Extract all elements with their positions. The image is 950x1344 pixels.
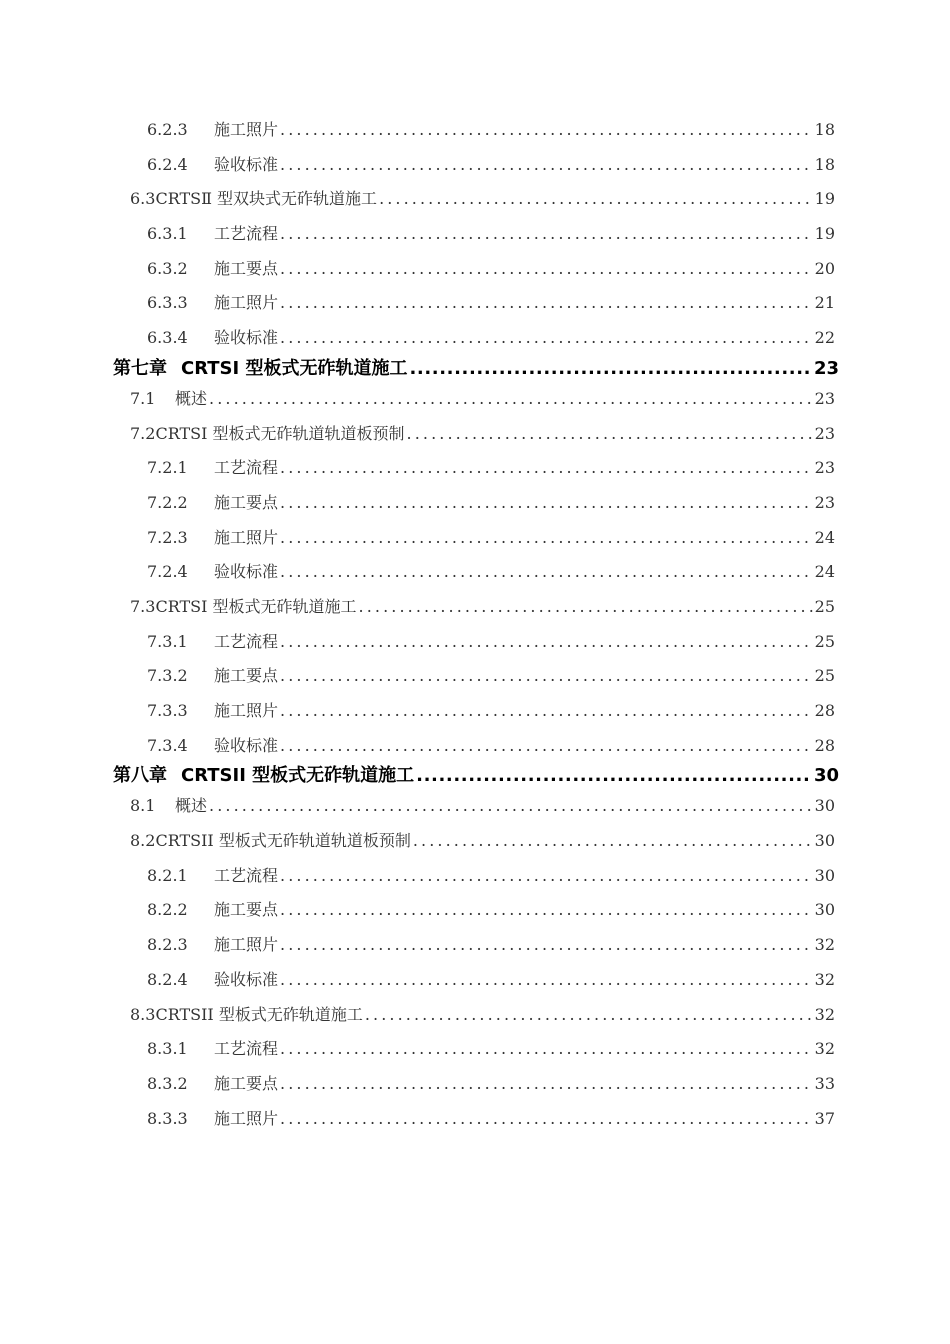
toc-dot-leader	[280, 625, 813, 660]
toc-entry[interactable]	[147, 148, 835, 183]
toc-entry-number: 8.3.1	[147, 1039, 188, 1059]
toc-dot-leader	[280, 859, 813, 894]
toc-entry[interactable]	[147, 321, 835, 356]
toc-entry-page: 33	[814, 1073, 835, 1093]
toc-entry-title: 施工要点	[214, 666, 279, 686]
toc-dot-leader	[280, 451, 813, 486]
toc-entry[interactable]	[147, 963, 835, 998]
toc-entry-title: 施工要点	[214, 900, 279, 920]
toc-entry-number: 6.3	[130, 189, 156, 209]
toc-entry[interactable]	[130, 417, 835, 452]
toc-dot-leader	[416, 763, 812, 789]
toc-dot-leader	[280, 963, 813, 998]
toc-entry-page: 23	[814, 492, 835, 512]
toc-entry-title: CRTSⅠ 型板式无砟轨道轨道板预制	[155, 423, 405, 443]
toc-entry-page: 28	[814, 701, 835, 720]
toc-chapter-entry[interactable]	[113, 763, 839, 789]
toc-entry-title: 施工要点	[214, 258, 279, 278]
toc-entry[interactable]	[147, 252, 835, 287]
toc-dot-leader	[280, 321, 813, 356]
toc-entry[interactable]	[130, 590, 835, 625]
toc-entry-title: CRTSⅠ 型板式无砟轨道施工	[155, 596, 357, 616]
toc-entry[interactable]	[147, 625, 835, 660]
toc-entry[interactable]	[130, 789, 835, 824]
toc-dot-leader	[280, 486, 813, 521]
toc-entry-page: 21	[814, 293, 835, 313]
toc-dot-leader	[280, 1032, 813, 1067]
toc-dot-leader	[280, 148, 813, 183]
toc-entry[interactable]	[147, 729, 835, 764]
toc-entry[interactable]	[147, 1102, 835, 1137]
toc-entry-page: 32	[814, 1004, 835, 1024]
toc-dot-leader	[280, 521, 813, 556]
toc-entry-number: 7.2.1	[147, 458, 188, 478]
toc-entry[interactable]	[147, 694, 835, 729]
toc-entry-title: 施工照片	[214, 293, 279, 313]
toc-entry-number: 6.3.2	[147, 258, 188, 278]
toc-entry-number: 8.2	[130, 831, 156, 851]
toc-entry-number: 8.3.3	[147, 1108, 188, 1128]
toc-entry-number: 7.3	[130, 596, 156, 616]
toc-entry-title: 工艺流程	[214, 1039, 279, 1059]
toc-dot-leader	[280, 217, 813, 252]
toc-chapter-number: 第八章	[113, 765, 167, 787]
toc-entry-page: 32	[814, 1039, 835, 1059]
toc-dot-leader	[413, 824, 813, 859]
toc-entry-number: 8.3.2	[147, 1073, 188, 1093]
toc-entry-number: 6.2.4	[147, 154, 188, 174]
toc-dot-leader	[280, 113, 813, 148]
toc-entry-page: 25	[814, 666, 835, 686]
toc-entry[interactable]	[147, 217, 835, 252]
toc-entry-number: 8.2.4	[147, 969, 188, 989]
toc-entry-number: 7.3.4	[147, 735, 188, 755]
toc-entry-page: 28	[814, 735, 835, 755]
toc-entry-page: 30	[814, 865, 835, 885]
toc-entry-number: 8.2.1	[147, 865, 188, 885]
toc-entry-number: 8.2.3	[147, 935, 188, 955]
toc-entry[interactable]	[147, 659, 835, 694]
toc-entry-number: 6.3.4	[147, 328, 188, 348]
toc-entry-page: 32	[814, 969, 835, 989]
toc-entry-number: 8.3	[130, 1004, 156, 1024]
toc-entry-title: 施工照片	[214, 527, 279, 547]
toc-entry-title: 工艺流程	[214, 224, 279, 244]
toc-chapter-page: 23	[813, 357, 839, 379]
toc-entry-title: 施工照片	[214, 935, 279, 955]
toc-entry-page: 20	[814, 258, 835, 278]
toc-entry[interactable]	[130, 824, 835, 859]
toc-entry-page: 23	[814, 388, 835, 408]
toc-entry-page: 24	[814, 562, 835, 582]
toc-entry[interactable]	[147, 113, 835, 148]
toc-dot-leader	[280, 893, 813, 928]
toc-entry-title: 验收标准	[214, 969, 279, 989]
toc-entry-number: 7.3.3	[147, 701, 188, 720]
toc-dot-leader	[209, 382, 813, 417]
toc-entry-page: 30	[814, 796, 835, 816]
toc-entry-title: CRTSII 型板式无砟轨道施工	[155, 1004, 363, 1024]
toc-entry-page: 19	[814, 224, 835, 244]
toc-entry-title: 工艺流程	[214, 865, 279, 885]
toc-entry[interactable]	[147, 286, 835, 321]
toc-dot-leader	[379, 182, 813, 217]
toc-entry-title: CRTSII 型板式无砟轨道轨道板预制	[155, 831, 411, 851]
toc-entry-title: CRTSⅡ 型双块式无砟轨道施工	[155, 189, 378, 209]
toc-dot-leader	[280, 1102, 813, 1137]
toc-entry-number: 7.2	[130, 423, 156, 443]
toc-entry-page: 22	[814, 328, 835, 348]
toc-entry-title: 验收标准	[214, 735, 279, 755]
toc-entry-title: 施工要点	[214, 492, 279, 512]
toc-chapter-number: 第七章	[113, 357, 167, 379]
toc-entry-page: 32	[814, 935, 835, 955]
toc-entry-number: 8.1	[130, 796, 156, 816]
toc-entry-page: 25	[814, 596, 835, 616]
toc-dot-leader	[280, 928, 813, 963]
toc-dot-leader	[365, 998, 813, 1033]
toc-dot-leader	[407, 417, 813, 452]
toc-entry-number: 8.2.2	[147, 900, 188, 920]
toc-chapter-page: 30	[813, 765, 839, 787]
toc-dot-leader	[280, 1067, 813, 1102]
toc-entry-page: 23	[814, 423, 835, 443]
toc-entry-number: 6.3.1	[147, 224, 188, 244]
toc-entry-number: 6.2.3	[147, 120, 188, 139]
toc-entry-page: 25	[814, 631, 835, 651]
toc-entry[interactable]	[130, 182, 835, 217]
toc-entry[interactable]	[147, 1067, 835, 1102]
toc-entry[interactable]	[147, 928, 835, 963]
toc-entry-page: 18	[814, 120, 835, 139]
toc-entry-number: 7.2.3	[147, 527, 188, 547]
toc-entry-page: 24	[814, 527, 835, 547]
toc-entry-title: 验收标准	[214, 154, 279, 174]
toc-entry-number: 7.2.4	[147, 562, 188, 582]
toc-entry-title: 概述	[175, 796, 208, 816]
toc-entry-page: 30	[814, 900, 835, 920]
toc-entry-title: 验收标准	[214, 562, 279, 582]
toc-entry-title: 概述	[175, 388, 208, 408]
toc-entry[interactable]	[147, 451, 835, 486]
toc-entry-title: 工艺流程	[214, 458, 279, 478]
toc-dot-leader	[359, 590, 813, 625]
toc-entry-title: 施工照片	[214, 1108, 279, 1128]
toc-entry-number: 6.3.3	[147, 293, 188, 313]
toc-chapter-entry[interactable]	[113, 356, 839, 382]
toc-entry-page: 19	[814, 189, 835, 209]
table-of-contents	[0, 113, 950, 1136]
toc-entry-number: 7.3.1	[147, 631, 188, 651]
toc-entry[interactable]	[147, 893, 835, 928]
toc-entry-title: 验收标准	[214, 328, 279, 348]
toc-entry-title: 施工要点	[214, 1073, 279, 1093]
toc-entry[interactable]	[147, 859, 835, 894]
toc-entry[interactable]	[147, 486, 835, 521]
toc-dot-leader	[280, 659, 813, 694]
toc-entry-number: 7.2.2	[147, 492, 188, 512]
toc-entry-number: 7.3.2	[147, 666, 188, 686]
toc-dot-leader	[409, 356, 811, 382]
toc-entry-number: 7.1	[130, 388, 156, 408]
toc-dot-leader	[280, 252, 813, 287]
toc-entry[interactable]	[147, 1032, 835, 1067]
toc-entry-page: 30	[814, 831, 835, 851]
toc-chapter-title: CRTSII 型板式无砟轨道施工	[181, 765, 415, 787]
toc-chapter-title: CRTSI 型板式无砟轨道施工	[181, 357, 408, 379]
toc-entry[interactable]	[147, 555, 835, 590]
toc-entry[interactable]	[130, 998, 835, 1033]
toc-entry[interactable]	[130, 382, 835, 417]
toc-dot-leader	[209, 789, 813, 824]
toc-entry-title: 施工照片	[214, 701, 279, 720]
toc-dot-leader	[280, 286, 813, 321]
toc-dot-leader	[280, 555, 813, 590]
toc-dot-leader	[280, 694, 813, 729]
toc-entry-page: 18	[814, 154, 835, 174]
toc-entry-page: 37	[814, 1108, 835, 1128]
toc-entry-page: 23	[814, 458, 835, 478]
toc-dot-leader	[280, 729, 813, 764]
toc-entry-title: 工艺流程	[214, 631, 279, 651]
toc-entry[interactable]	[147, 521, 835, 556]
toc-entry-title: 施工照片	[214, 120, 279, 139]
